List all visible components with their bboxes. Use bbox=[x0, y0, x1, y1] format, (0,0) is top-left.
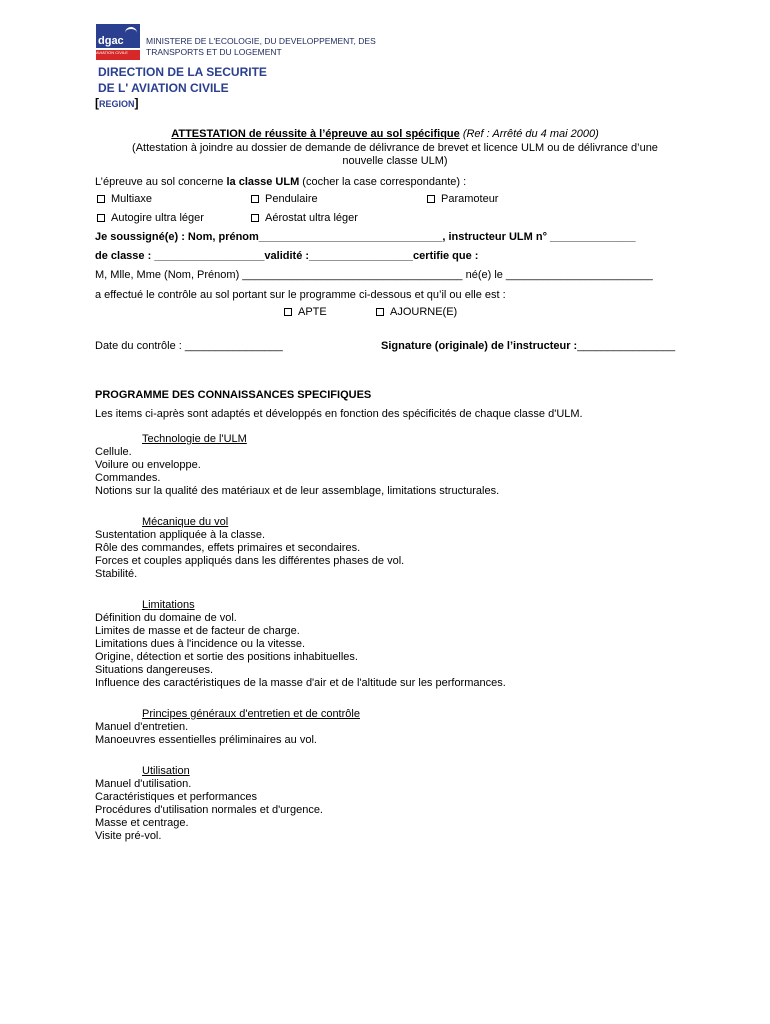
checkbox-icon[interactable] bbox=[427, 195, 435, 203]
list-item: Caractéristiques et performances bbox=[95, 791, 258, 803]
list-item: Visite pré-vol. bbox=[95, 830, 162, 842]
section-heading: Principes généraux d'entretien et de contrôle bbox=[142, 708, 360, 720]
direction-line-2: DE L' AVIATION CIVILE bbox=[98, 81, 229, 95]
list-item: Influence des caractéristiques de la masse d'air et de l'altitude sur les performances. bbox=[95, 677, 506, 689]
list-item: Manuel d'utilisation. bbox=[95, 778, 192, 790]
region-bracket-open: [ bbox=[95, 96, 99, 110]
checkbox-aerostat[interactable] bbox=[251, 212, 358, 224]
checkbox-label: Autogire ultra léger bbox=[111, 212, 204, 224]
signature-line[interactable]: ________________ bbox=[577, 340, 676, 352]
section-heading: Mécanique du vol bbox=[142, 516, 229, 528]
date-controle-field[interactable]: Date du contrôle : ________________ bbox=[95, 340, 283, 352]
aviation-civile-badge: AVIATION CIVILE bbox=[96, 50, 140, 60]
checkbox-paramoteur[interactable] bbox=[427, 193, 498, 205]
list-item: Définition du domaine de vol. bbox=[95, 612, 237, 624]
checkbox-label: Aérostat ultra léger bbox=[265, 212, 358, 224]
checkbox-icon[interactable] bbox=[251, 214, 259, 222]
list-item: Procédures d'utilisation normales et d'urgence. bbox=[95, 804, 323, 816]
list-item: Limites de masse et de facteur de charge. bbox=[95, 625, 300, 637]
checkbox-icon[interactable] bbox=[284, 308, 292, 316]
signature-label: Signature (originale) de l’instructeur : bbox=[381, 340, 578, 352]
checkbox-apte[interactable] bbox=[284, 306, 327, 318]
attestation-title-line bbox=[0, 128, 770, 140]
direction-line-1: DIRECTION DE LA SECURITE bbox=[98, 65, 267, 79]
checkbox-label: APTE bbox=[298, 306, 327, 318]
signature-field[interactable] bbox=[381, 340, 675, 352]
controle-statement: a effectué le contrôle au sol portant sur le programme ci-dessous et qu’il ou elle est : bbox=[95, 289, 506, 301]
attestation-subtitle-2: nouvelle classe ULM) bbox=[342, 155, 448, 167]
ministry-line-2: TRANSPORTS ET DU LOGEMENT bbox=[146, 47, 282, 57]
checkbox-label: Pendulaire bbox=[265, 193, 318, 205]
list-item: Voilure ou enveloppe. bbox=[95, 459, 201, 471]
epreuve-suffix: (cocher la case correspondante) : bbox=[299, 176, 467, 188]
list-item: Stabilité. bbox=[95, 568, 138, 580]
list-item: Masse et centrage. bbox=[95, 817, 189, 829]
region-label: REGION bbox=[99, 99, 135, 109]
epreuve-classe: la classe ULM bbox=[226, 176, 300, 188]
checkbox-label: Multiaxe bbox=[111, 193, 152, 205]
ministry-line-1: MINISTERE DE L'ECOLOGIE, DU DEVELOPPEMENT, DES bbox=[146, 36, 376, 46]
classe-validite-field[interactable]: de classe : __________________validité :_________________certifie que : bbox=[95, 250, 479, 262]
list-item: Notions sur la qualité des matériaux et de leur assemblage, limitations structurales. bbox=[95, 485, 500, 497]
checkbox-icon[interactable] bbox=[251, 195, 259, 203]
list-item: Manuel d'entretien. bbox=[95, 721, 189, 733]
list-item: Sustentation appliquée à la classe. bbox=[95, 529, 266, 541]
list-item: Origine, détection et sortie des positions inhabituelles. bbox=[95, 651, 358, 663]
checkbox-multiaxe[interactable] bbox=[97, 193, 152, 205]
section-heading: Utilisation bbox=[142, 765, 190, 777]
epreuve-line bbox=[95, 176, 466, 188]
list-item: Limitations dues à l'incidence ou la vitesse. bbox=[95, 638, 305, 650]
list-item: Manoeuvres essentielles préliminaires au vol. bbox=[95, 734, 317, 746]
programme-title: PROGRAMME DES CONNAISSANCES SPECIFIQUES bbox=[95, 389, 372, 401]
attestation-subtitle-1: (Attestation à joindre au dossier de demande de délivrance de brevet et licence ULM ou de délivrance d’une bbox=[132, 142, 658, 154]
checkbox-label: AJOURNE(E) bbox=[390, 306, 458, 318]
programme-intro: Les items ci-après sont adaptés et développés en fonction des spécificités de chaque classe d'ULM. bbox=[95, 408, 583, 420]
list-item: Situations dangereuses. bbox=[95, 664, 214, 676]
bird-icon bbox=[125, 27, 137, 35]
checkbox-autogire[interactable] bbox=[97, 212, 204, 224]
list-item: Commandes. bbox=[95, 472, 161, 484]
checkbox-ajourne[interactable] bbox=[376, 306, 457, 318]
list-item: Rôle des commandes, effets primaires et secondaires. bbox=[95, 542, 361, 554]
attestation-ref: (Ref : Arrêté du 4 mai 2000) bbox=[459, 128, 599, 140]
identity-field[interactable]: M, Mlle, Mme (Nom, Prénom) ____________________________________ né(e) le ________________________ bbox=[95, 269, 653, 281]
checkbox-icon[interactable] bbox=[97, 214, 105, 222]
checkbox-pendulaire[interactable] bbox=[251, 193, 318, 205]
checkbox-icon[interactable] bbox=[376, 308, 384, 316]
soussigne-field[interactable]: Je soussigné(e) : Nom, prénom______________________________, instructeur ULM n° ______________ bbox=[95, 231, 636, 243]
region-bracket-close: ] bbox=[134, 96, 139, 110]
section-heading: Technologie de l'ULM bbox=[142, 433, 247, 445]
dgac-logo-text: dgac bbox=[96, 24, 140, 48]
section-heading: Limitations bbox=[142, 599, 195, 611]
checkbox-icon[interactable] bbox=[97, 195, 105, 203]
checkbox-label: Paramoteur bbox=[441, 193, 499, 205]
dgac-logo bbox=[96, 24, 140, 60]
list-item: Forces et couples appliqués dans les différentes phases de vol. bbox=[95, 555, 405, 567]
list-item: Cellule. bbox=[95, 446, 132, 458]
attestation-title: ATTESTATION de réussite à l’épreuve au sol spécifique bbox=[171, 128, 460, 140]
region-field bbox=[95, 96, 139, 110]
epreuve-prefix: L’épreuve au sol concerne bbox=[95, 176, 227, 188]
